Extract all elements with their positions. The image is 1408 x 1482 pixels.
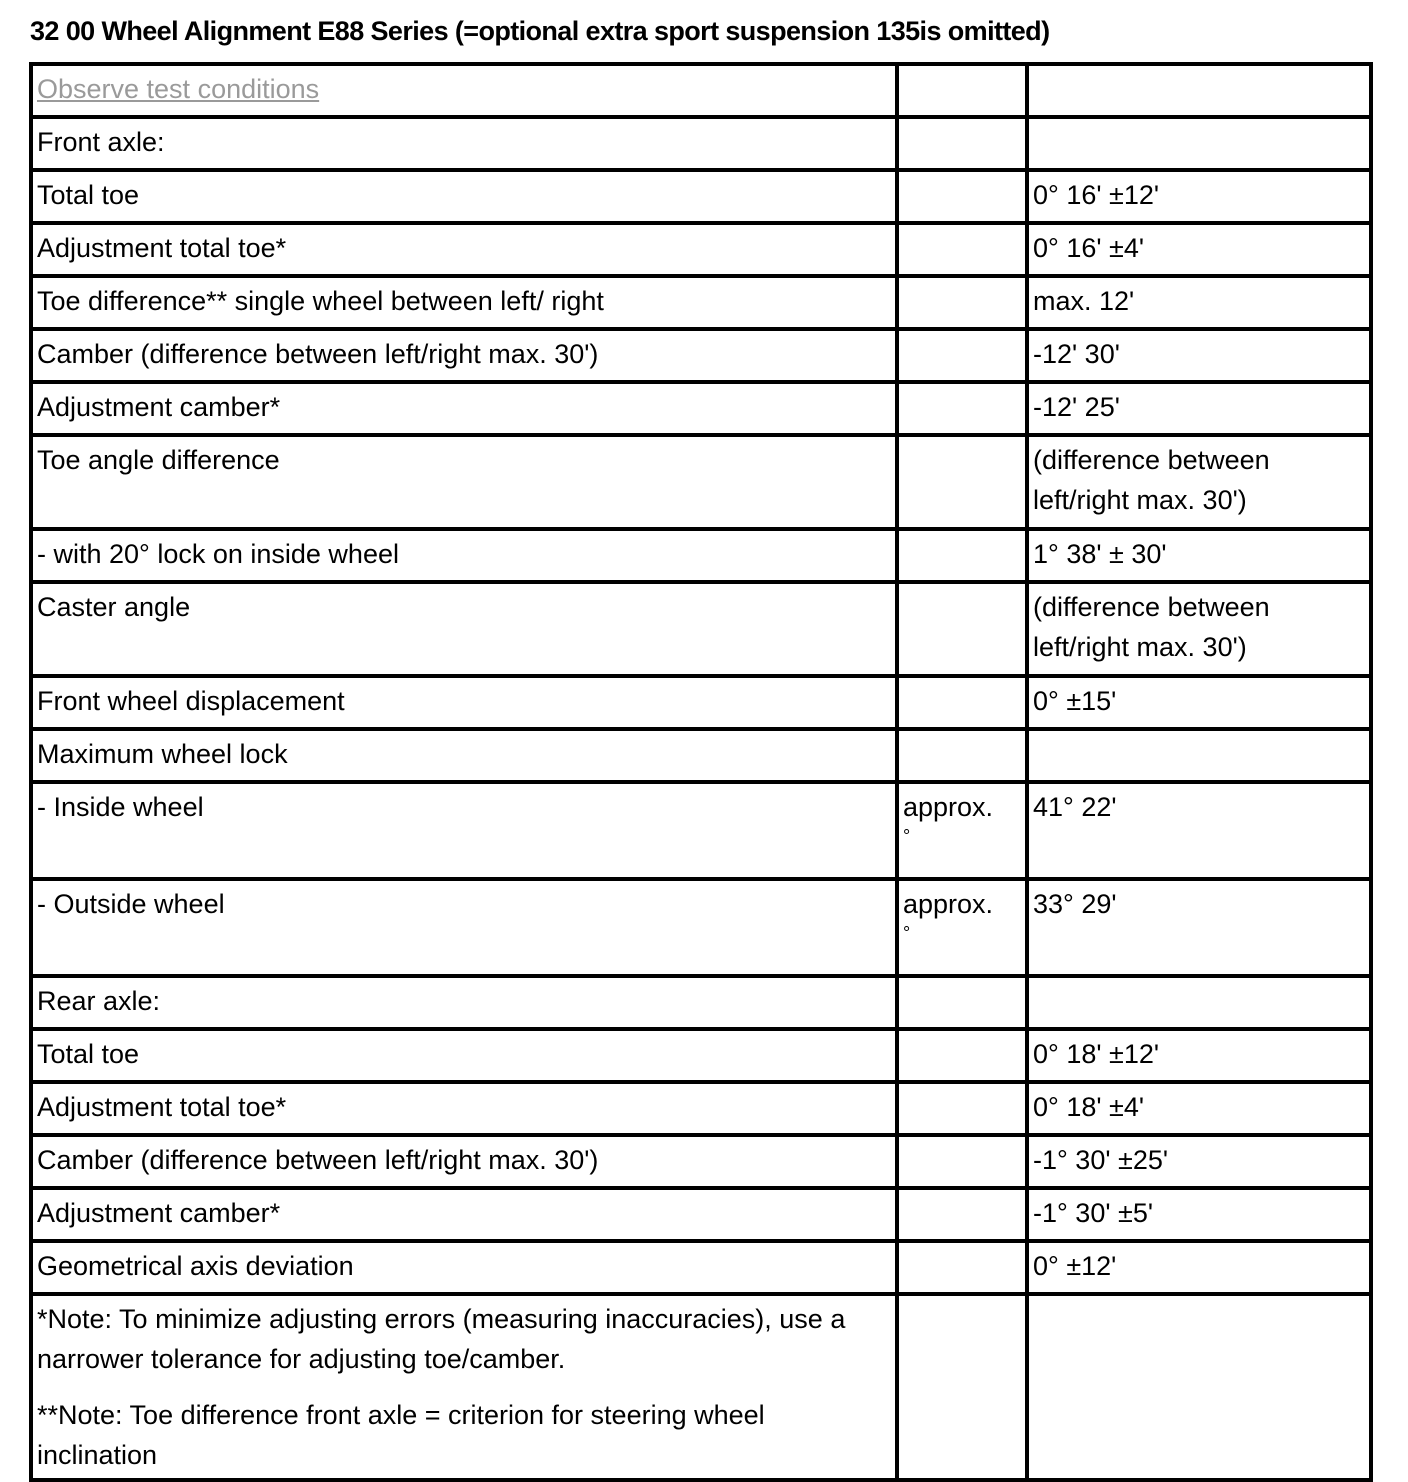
row-value: 0° ±15' <box>1027 676 1371 729</box>
row-approx <box>897 276 1027 329</box>
row-value: 33° 29' <box>1027 879 1371 976</box>
row-approx <box>897 1029 1027 1082</box>
row-label: Adjustment camber* <box>31 382 897 435</box>
row-label: - Outside wheel <box>31 879 897 976</box>
row-value: 0° 16' ±12' <box>1027 170 1371 223</box>
table-row <box>31 382 1371 435</box>
row-label: Caster angle <box>31 582 897 676</box>
approx-text: approx. <box>903 792 994 822</box>
row-value <box>1027 1294 1371 1480</box>
row-label: - with 20° lock on inside wheel <box>31 529 897 582</box>
approx-text: approx. <box>903 889 994 919</box>
row-approx <box>897 435 1027 529</box>
table-row <box>31 976 1371 1029</box>
table-row <box>31 170 1371 223</box>
row-value: -12' 30' <box>1027 329 1371 382</box>
note-text: **Note: Toe difference front axle = criterion for steering wheel inclination <box>37 1400 765 1470</box>
row-label: Geometrical axis deviation <box>31 1241 897 1294</box>
table-row <box>31 529 1371 582</box>
degree-unit: ° <box>903 923 911 943</box>
row-label: Maximum wheel lock <box>31 729 897 782</box>
row-approx <box>897 1294 1027 1480</box>
row-approx <box>897 382 1027 435</box>
row-value: 0° ±12' <box>1027 1241 1371 1294</box>
row-label: Camber (difference between left/right max. 30') <box>31 329 897 382</box>
approx-cell <box>897 64 1027 117</box>
row-value <box>1027 117 1371 170</box>
row-approx <box>897 1082 1027 1135</box>
row-label: Front axle: <box>31 117 897 170</box>
row-label: Toe angle difference <box>31 435 897 529</box>
row-approx <box>897 329 1027 382</box>
table-row <box>31 223 1371 276</box>
row-value: -12' 25' <box>1027 382 1371 435</box>
row-approx <box>897 170 1027 223</box>
row-approx <box>897 1241 1027 1294</box>
row-label: Toe difference** single wheel between left/ right <box>31 276 897 329</box>
row-value: (difference between left/right max. 30') <box>1027 582 1371 676</box>
row-label: Adjustment total toe* <box>31 223 897 276</box>
table-row <box>31 117 1371 170</box>
row-approx <box>897 976 1027 1029</box>
table-row <box>31 435 1371 529</box>
row-label: Front wheel displacement <box>31 676 897 729</box>
notes-row <box>31 1294 1371 1480</box>
row-value: max. 12' <box>1027 276 1371 329</box>
row-label: Adjustment total toe* <box>31 1082 897 1135</box>
table-row <box>31 329 1371 382</box>
table-row <box>31 1241 1371 1294</box>
row-approx <box>897 1188 1027 1241</box>
row-approx <box>897 117 1027 170</box>
row-label: Adjustment camber* <box>31 1188 897 1241</box>
row-approx <box>897 223 1027 276</box>
table-row <box>31 729 1371 782</box>
row-value: -1° 30' ±25' <box>1027 1135 1371 1188</box>
table-row <box>31 676 1371 729</box>
table-row <box>31 276 1371 329</box>
row-value <box>1027 729 1371 782</box>
link-cell <box>31 64 897 117</box>
row-value: (difference between left/right max. 30') <box>1027 435 1371 529</box>
note-text: *Note: To minimize adjusting errors (measuring inaccuracies), use a narrower tolerance for adjusting toe/camber. <box>37 1304 846 1374</box>
document-title: 32 00 Wheel Alignment E88 Series (=optional extra sport suspension 135is omitted) <box>30 16 1050 46</box>
table-row <box>31 782 1371 879</box>
row-value: 0° 18' ±12' <box>1027 1029 1371 1082</box>
row-approx <box>897 582 1027 676</box>
row-approx <box>897 729 1027 782</box>
row-label: Camber (difference between left/right max. 30') <box>31 1135 897 1188</box>
notes-cell <box>31 1294 897 1480</box>
table-row <box>31 1188 1371 1241</box>
value-cell <box>1027 64 1371 117</box>
row-approx <box>897 782 1027 879</box>
row-label: Total toe <box>31 1029 897 1082</box>
table-row <box>31 879 1371 976</box>
row-value: 1° 38' ± 30' <box>1027 529 1371 582</box>
row-approx <box>897 1135 1027 1188</box>
table-row <box>31 64 1371 117</box>
table-row <box>31 1029 1371 1082</box>
row-value: 0° 18' ±4' <box>1027 1082 1371 1135</box>
table-row <box>31 582 1371 676</box>
row-value <box>1027 976 1371 1029</box>
observe-test-conditions-link[interactable]: Observe test conditions <box>37 74 320 104</box>
row-value: 41° 22' <box>1027 782 1371 879</box>
row-approx <box>897 676 1027 729</box>
row-label: Rear axle: <box>31 976 897 1029</box>
row-label: Total toe <box>31 170 897 223</box>
table-row <box>31 1135 1371 1188</box>
table-row <box>31 1082 1371 1135</box>
wheel-alignment-table <box>29 62 1373 1482</box>
row-label: - Inside wheel <box>31 782 897 879</box>
row-approx <box>897 529 1027 582</box>
row-value: -1° 30' ±5' <box>1027 1188 1371 1241</box>
row-approx <box>897 879 1027 976</box>
degree-unit: ° <box>903 826 911 846</box>
row-value: 0° 16' ±4' <box>1027 223 1371 276</box>
